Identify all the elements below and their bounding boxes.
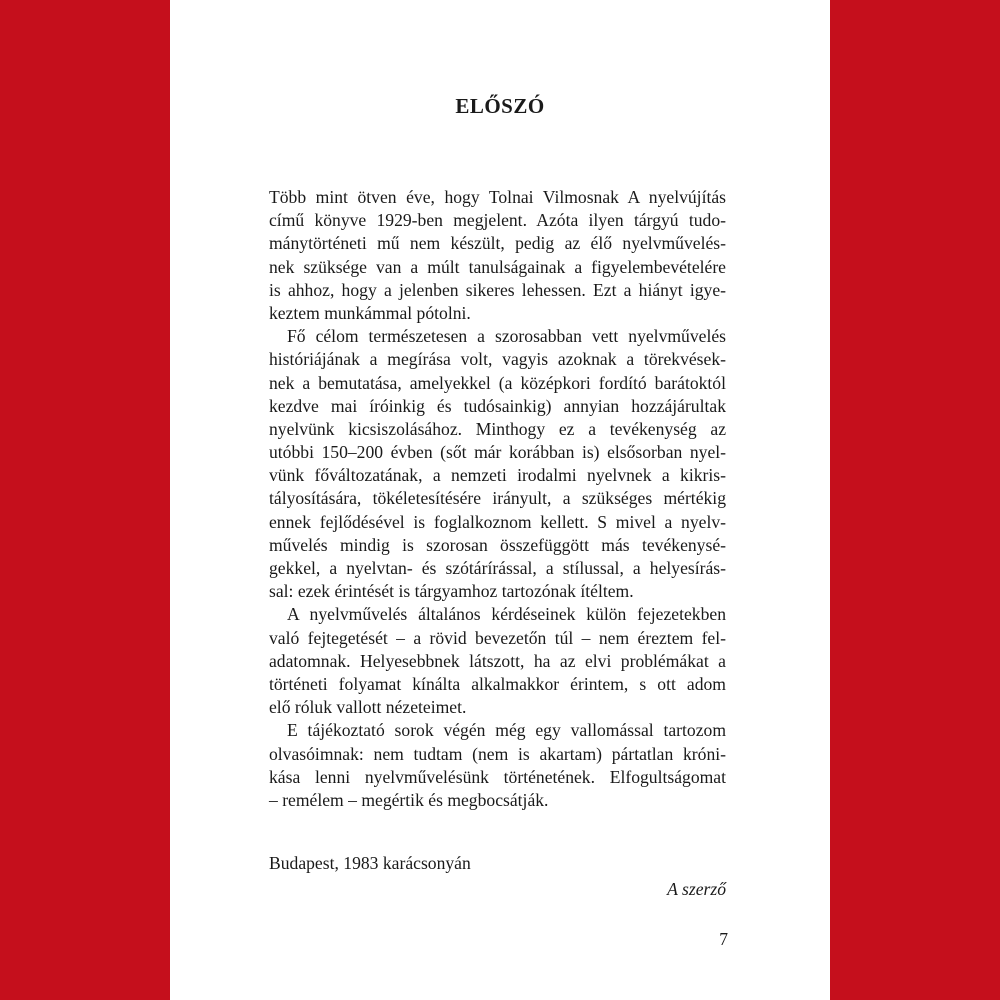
- text-line: című könyve 1929-ben megjelent. Azóta ilyen tárgyú tudo-: [269, 210, 726, 231]
- text-line: olvasóimnak: nem tudtam (nem is akartam) pártatlan króni-: [269, 743, 726, 764]
- text-line: utóbbi 150–200 évben (sőt már korábban is) elsősorban nyel-: [269, 442, 726, 463]
- text-line: mánytörténeti mű nem készült, pedig az élő nyelvművelés-: [269, 233, 726, 254]
- page-title: ELŐSZÓ: [455, 94, 545, 118]
- text-line: Fő célom természetesen a szorosabban vett nyelvművelés: [287, 326, 726, 347]
- text-line: sal: ezek érintését is tárgyamhoz tartozónak ítéltem.: [269, 581, 634, 602]
- text-line: történeti folyamat kínálta alkalmakkor érintem, s ott adom: [269, 673, 726, 694]
- text-line: nyelvünk kicsiszolásához. Minthogy ez a tevékenység az: [269, 418, 726, 439]
- text-line: Több mint ötven éve, hogy Tolnai Vilmosnak A nyelvújítás: [269, 187, 726, 207]
- text-line: nek szüksége van a múlt tanulságainak a figyelembevételére: [269, 256, 726, 277]
- book-page: [170, 0, 830, 1000]
- text-line: művelés mindig is szorosan összefüggött más tevékenysé-: [269, 534, 726, 555]
- text-line: A nyelvművelés általános kérdéseinek külön fejezetekben: [287, 604, 726, 625]
- text-line: – remélem – megértik és megbocsátják.: [269, 789, 549, 810]
- text-line: históriájának a megírása volt, vagyis azoknak a törekvések-: [269, 349, 726, 370]
- text-line: kezdve mai íróinkig és tudósainkig) annyian hozzájárultak: [269, 395, 726, 416]
- text-line: E tájékoztató sorok végén még egy vallomással tartozom: [287, 720, 726, 741]
- author-signature: A szerző: [667, 879, 726, 899]
- text-line: gekkel, a nyelvtan- és szótárírással, a stílussal, a helyesírás-: [269, 558, 726, 578]
- text-line: való fejtegetését – a rövid bevezetőn túl – nem éreztem fel-: [269, 627, 726, 648]
- text-line: elő róluk vallott nézeteimet.: [269, 697, 467, 718]
- text-line: vünk főváltozatának, a nemzeti irodalmi nyelvnek a kikris-: [269, 465, 726, 486]
- place-date: Budapest, 1983 karácsonyán: [269, 853, 471, 873]
- text-line: keztem munkámmal pótolni.: [269, 302, 471, 323]
- text-line: is ahhoz, hogy a jelenben sikeres lehessen. Ezt a hiányt igye-: [269, 279, 726, 300]
- text-line: nek a bemutatása, amelyekkel (a középkori fordító barátoktól: [269, 372, 726, 393]
- text-line: kása lenni nyelvművelésünk történetének. Elfogultságomat: [269, 766, 726, 787]
- page-number: 7: [719, 929, 728, 949]
- text-line: adatomnak. Helyesebbnek látszott, ha az elvi problémákat a: [269, 650, 726, 671]
- text-line: tályosítására, tökéletesítésére irányult, a szükséges mértékig: [269, 488, 726, 509]
- preface-body: [269, 186, 726, 812]
- text-line: ennek fejlődésével is foglalkoznom kellett. S mivel a nyelv-: [269, 511, 726, 532]
